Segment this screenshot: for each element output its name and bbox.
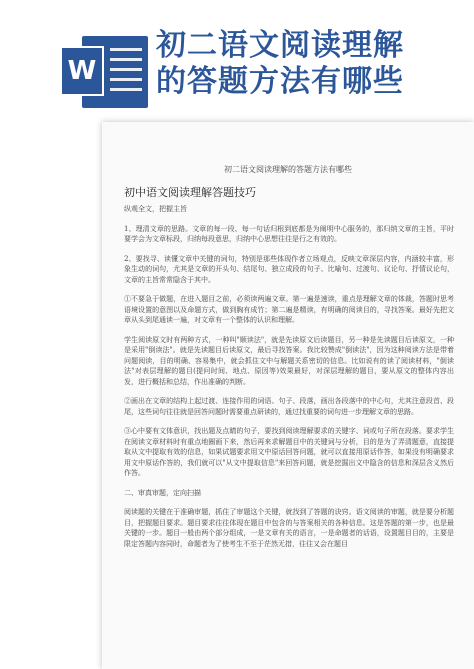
word-logo-badge: W [60,46,104,96]
paragraph: ②画出在文章的结构上起过渡、连接作用的词语、句子、段落，画出各段落中的中心句，尤其注意段首、段尾，这些词句往往就是回答问题时需要重点研读的，通过找重要的词句进一步理解文章的思路。 [124,397,454,416]
document-page [102,122,474,669]
banner-title-line1: 初二语文阅读理解 [156,28,404,63]
word-document-icon [60,36,150,108]
paragraph: 阅读题的关键在于准确审题，抓住了审题这个关键，就找到了答题的诀窍。语文阅读的审题，就是要分析题目，把握题目要求。题目要求往往体现在题目中包含的与答案相关的各种信息。这是答题的第一步，也是最关键的一步。题目一般由两个部分组成，一是文章有关的语言，一是命题者的话语，设置题目目的，主要是限定答题内容同时，命题者为了使考生不至于茫然无措，往往又会在题目 [124,508,454,548]
banner-title-line2: 的答题方法有哪些 [156,64,404,99]
banner [0,0,474,112]
paragraph: 纵观全文，把握主旨 [124,205,187,213]
banner-title [156,28,474,100]
document-heading: 初中语文阅读理解答题技巧 [124,186,256,199]
paragraph: 学生阅读原文时有两种方式，一种叫"顺读法"，就是先读原文后读题目，另一种是先读题目后读原文，一种是采用"倒读法"。就是先读题目后读原文，最后寻找答案。我比较赞成"倒读法"，因为这种阅读方法是带着问题阅读，目的明确、容易集中，就会抓住文中与解题关系密切的信息。比如说有的读了阅读材料，"倒读法"对表层理解的题目(提问时间、地点、原因等)效果最好，对深层理解的题目，要从原文的整体内容出发，进行概括和总结，作出准确的判断。 [124,335,454,386]
paragraph: ③心中要有文体意识，找出题及点睛的句子，要找到阅读理解要求的关键字、词或句子所在段落。要求学生在阅读文章材料时有重点地圈画下来，然后再来求解题目中的关键词与分析，目的是为了弄清题意，直接提取从文中提取有效的信息，如果试题要求用文中原话回答问题，就可以直接用原话作答，如果没有明确要求用文中原话作答的，我们就可以"从文中提取信息"来回答问题，就是挖掘出文中隐含的信息和深层含义然后作答。 [124,427,454,477]
paragraph: ①不要急于做题，在进入题目之前，必须读两遍文章。第一遍是速读，重点是理解文章的体裁，答题时思考语境设置的意图以及命题方式，做到胸有成竹；第二遍是精读，有明确的阅读目的，寻找答案。最好先把文章从头到尾通读一遍，对文章有一个整体的认识和理解。 [124,295,454,324]
document-header: 初二语文阅读理解的答题方法有哪些 [224,165,352,174]
section-heading: 二、审真审题，定向扫描 [124,488,201,497]
paragraph: 1、理清文章的思路。文章的每一段、每一句话归根到底都是为阐明中心服务的，那归纳文章的主旨，平时要学会为文章标段，归纳每段意思，归纳中心思想往往是行之有效的。 [124,224,454,243]
document-body [124,204,454,558]
paragraph: 2、要找寻、读懂文章中关键的词句，特别是那些体现作者立场观点，反映文章深层内容，内涵较丰富，形象生动的词句，尤其是文章的开头句、结尾句、独立成段的句子、比喻句、过渡句、议论句、抒情议论句，文章的主旨常常隐含于其中。 [124,254,454,284]
